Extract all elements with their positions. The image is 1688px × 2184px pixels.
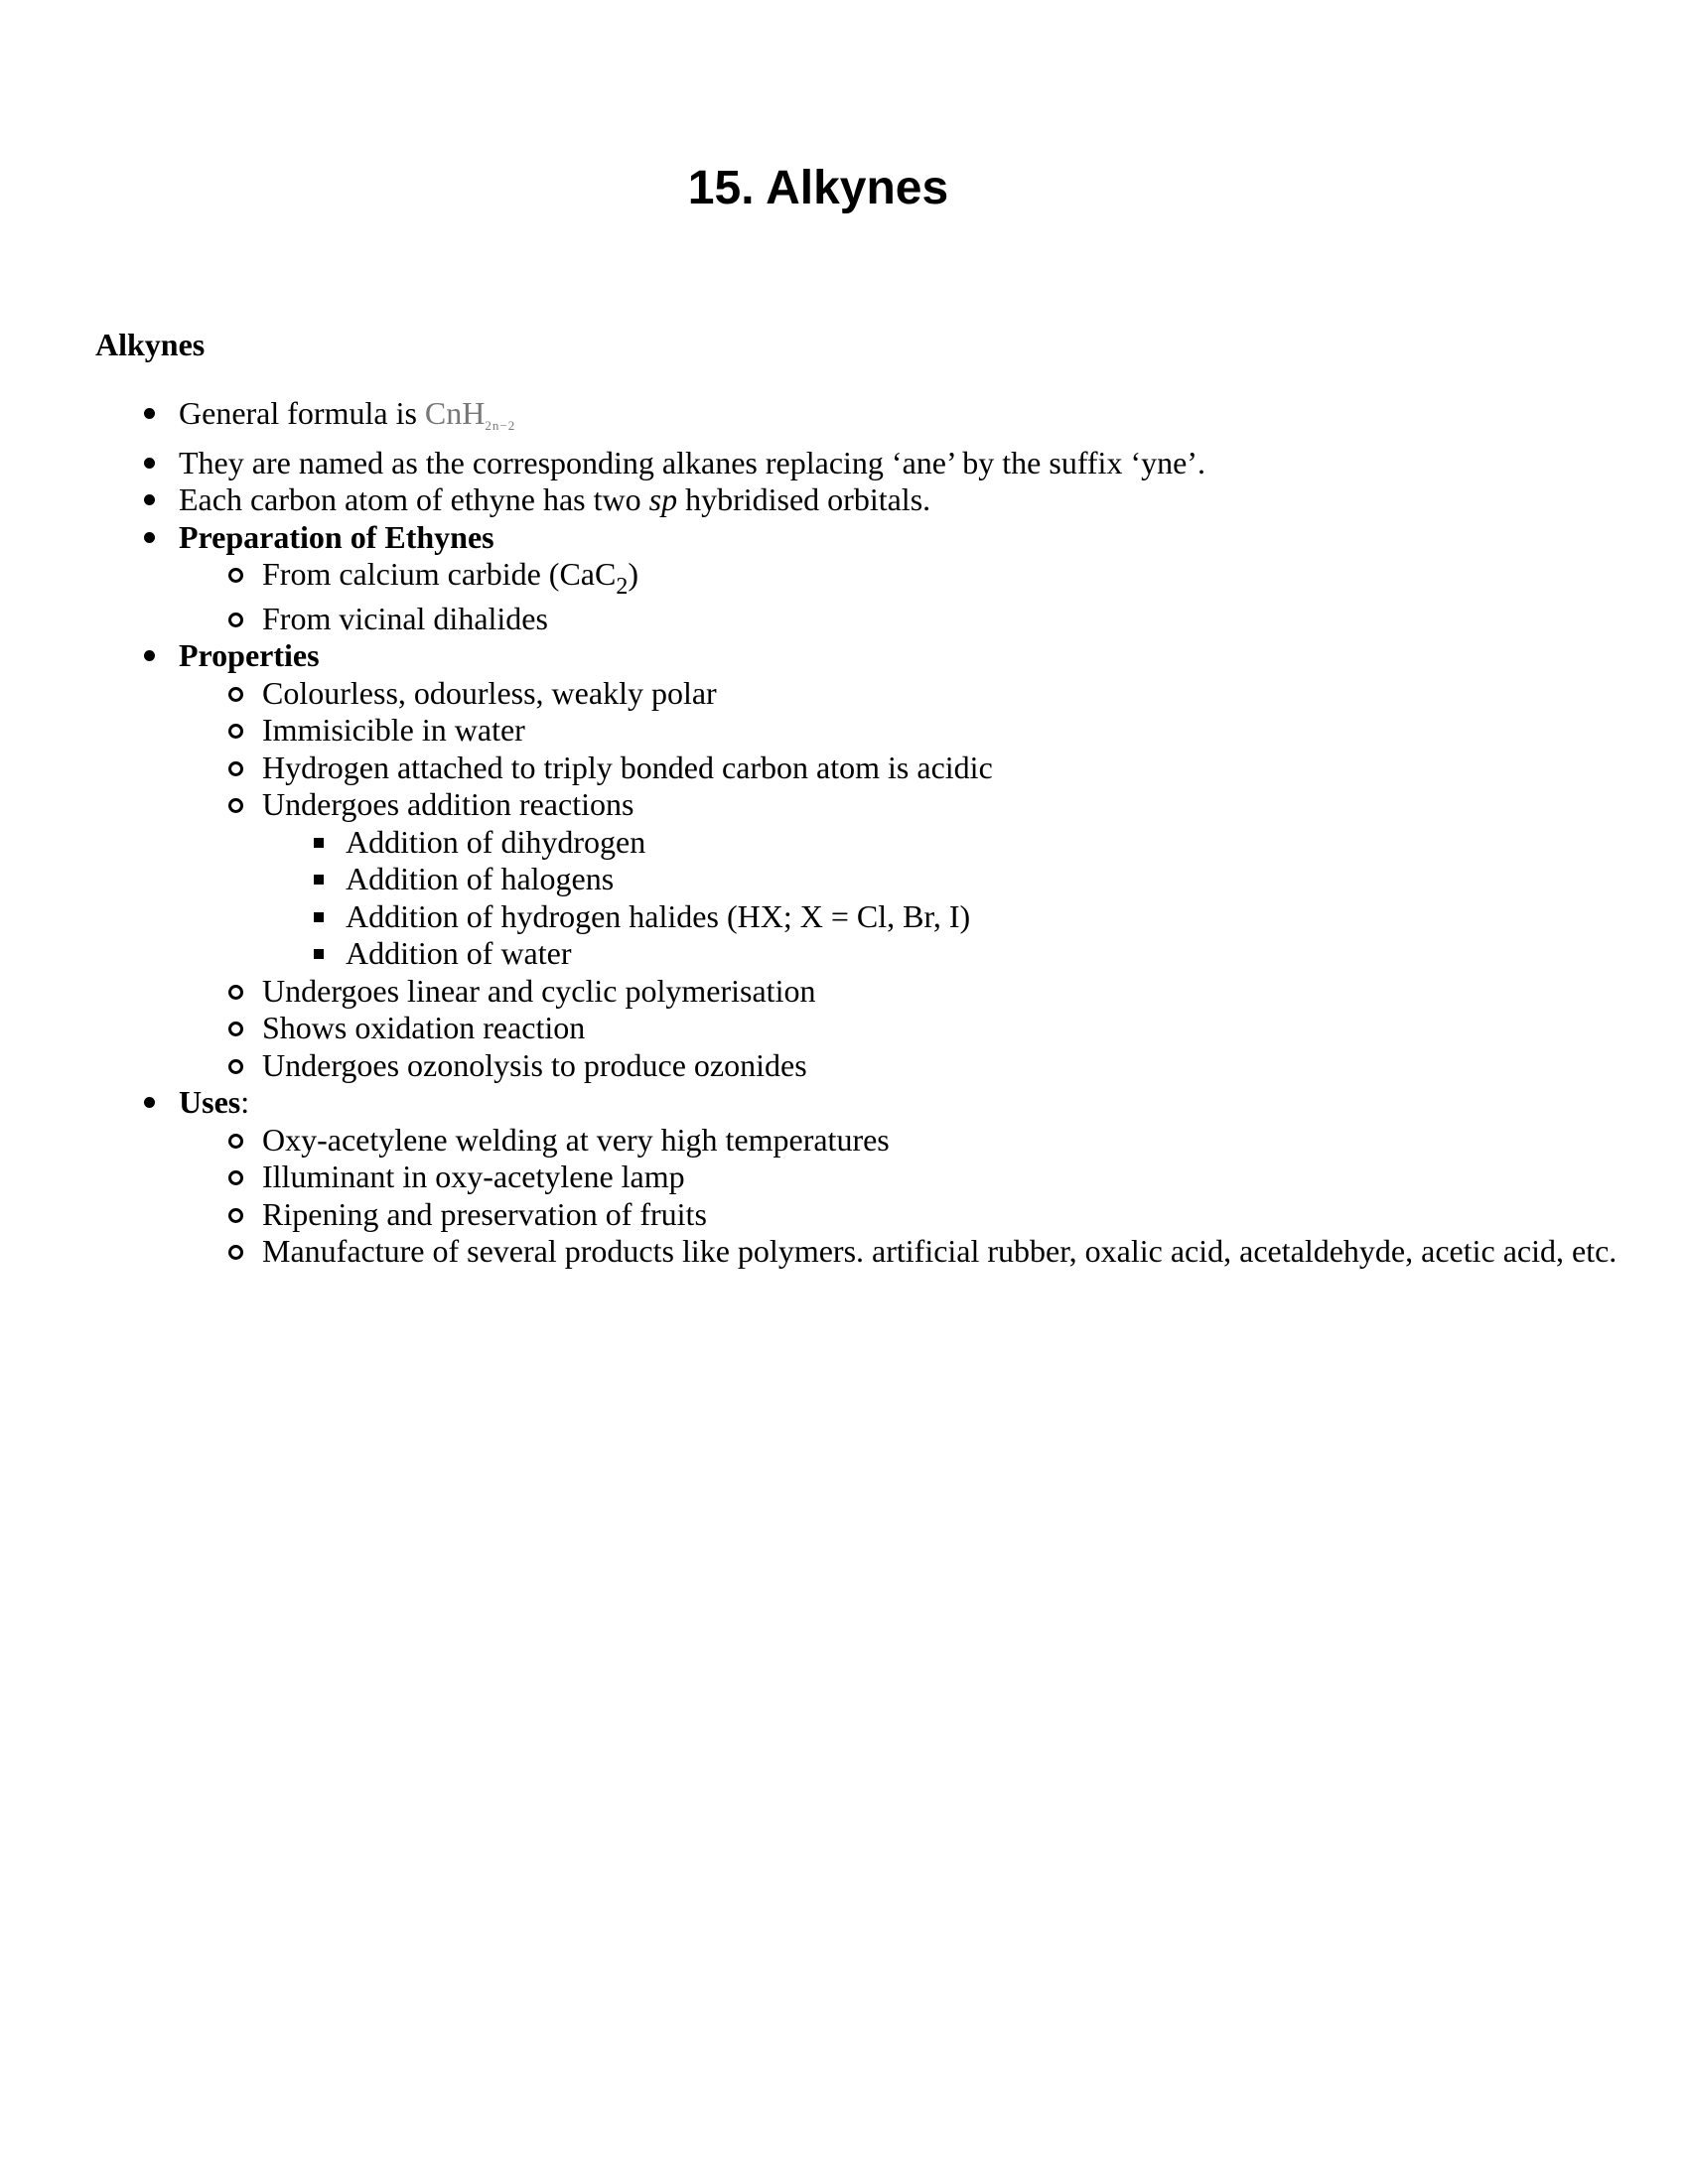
list-item: [179, 1159, 1688, 1196]
naming-text: They are named as the corresponding alkanes replacing ‘ane’ by the suffix ‘yne’.: [179, 444, 1205, 480]
list-item: [179, 973, 1688, 1011]
list-item-general-formula: [0, 395, 1688, 445]
use-text: Oxy-acetylene welding at very high temperatures: [262, 1121, 890, 1158]
carbide-subscript: 2: [616, 574, 629, 600]
square-bullet-icon: [314, 949, 324, 959]
uses-colon: :: [240, 1084, 250, 1120]
properties-list: [179, 675, 1688, 1085]
list-item: [179, 1233, 1688, 1271]
list-item: [179, 1122, 1688, 1160]
general-formula-prefix: General formula is: [179, 395, 425, 431]
property-text: Undergoes ozonolysis to produce ozonides: [262, 1046, 807, 1083]
use-text: Ripening and preservation of fruits: [262, 1195, 707, 1232]
circle-bullet-icon: [228, 985, 243, 1000]
list-item-preparation: [0, 519, 1688, 638]
carbide-before: From calcium carbide (CaC: [262, 556, 617, 592]
circle-bullet-icon: [228, 1059, 243, 1074]
carbide-after: ): [628, 556, 638, 592]
bullet-icon: [144, 650, 155, 661]
circle-bullet-icon: [228, 613, 243, 627]
property-text: Immisicible in water: [262, 712, 525, 748]
formula-image: [425, 395, 515, 431]
list-item: [262, 824, 1688, 862]
list-item-naming: [0, 445, 1688, 482]
list-item-uses: [0, 1084, 1688, 1271]
property-text: Hydrogen attached to triply bonded carbon atom is acidic: [262, 749, 993, 785]
property-text: Colourless, odourless, weakly polar: [262, 674, 717, 711]
uses-list: [179, 1122, 1688, 1271]
formula-subscript: 2n−2: [485, 418, 516, 433]
list-item: [262, 898, 1688, 936]
property-text: Undergoes addition reactions: [262, 786, 634, 822]
use-text: Manufacture of several products like polymers. artificial rubber, oxalic acid, acetaldehyde, acetic acid, etc.: [262, 1233, 1618, 1269]
bullet-icon: [144, 1097, 155, 1108]
use-text: Illuminant in oxy-acetylene lamp: [262, 1159, 685, 1194]
circle-bullet-icon: [228, 1208, 243, 1223]
circle-bullet-icon: [228, 761, 243, 776]
property-text: Shows oxidation reaction: [262, 1010, 586, 1045]
properties-heading: Properties: [179, 637, 320, 673]
addition-text: Addition of halogens: [346, 861, 615, 896]
list-item: [179, 750, 1688, 787]
list-item: [179, 712, 1688, 750]
property-text: Undergoes linear and cyclic polymerisation: [262, 972, 816, 1009]
list-item: [262, 861, 1688, 898]
addition-text: Addition of water: [346, 935, 572, 971]
bullet-icon: [144, 494, 155, 505]
square-bullet-icon: [314, 875, 324, 885]
square-bullet-icon: [314, 838, 324, 848]
page-title: 15. Alkynes: [687, 162, 949, 214]
preparation-heading: Preparation of Ethynes: [179, 518, 494, 555]
addition-reactions-list: [262, 824, 1688, 973]
list-item: [179, 675, 1688, 713]
circle-bullet-icon: [228, 568, 243, 583]
list-item: [179, 786, 1688, 973]
section-heading: Alkynes: [95, 327, 206, 362]
uses-heading: Uses: [179, 1084, 241, 1120]
list-item: [179, 1047, 1688, 1085]
list-item-carbide: [179, 556, 1688, 600]
list-item: [179, 1196, 1688, 1234]
circle-bullet-icon: [228, 687, 243, 702]
list-item: [262, 935, 1688, 973]
addition-text: Addition of hydrogen halides (HX; X = Cl, Br, I): [346, 897, 971, 934]
circle-bullet-icon: [228, 1170, 243, 1185]
bullet-icon: [144, 532, 155, 543]
circle-bullet-icon: [228, 1022, 243, 1036]
list-item-properties: [0, 637, 1688, 1084]
hybridisation-italic: sp: [648, 481, 678, 517]
list-item-hybridisation: [0, 481, 1688, 519]
square-bullet-icon: [314, 912, 324, 922]
hybridisation-after: hybridised orbitals.: [677, 481, 931, 517]
bullet-icon: [144, 408, 155, 419]
main-bullet-list: [0, 395, 1688, 1271]
circle-bullet-icon: [228, 1134, 243, 1149]
content-body: [0, 395, 1688, 1271]
circle-bullet-icon: [228, 724, 243, 739]
list-item: [179, 1010, 1688, 1047]
formula-main: CnH: [424, 395, 486, 431]
circle-bullet-icon: [228, 798, 243, 813]
addition-text: Addition of dihydrogen: [346, 823, 646, 860]
hybridisation-before: Each carbon atom of ethyne has two: [179, 481, 649, 517]
list-item-dihalides: [179, 601, 1688, 638]
bullet-icon: [144, 458, 155, 469]
preparation-list: [179, 556, 1688, 637]
circle-bullet-icon: [228, 1245, 243, 1260]
dihalides-text: From vicinal dihalides: [262, 600, 548, 636]
